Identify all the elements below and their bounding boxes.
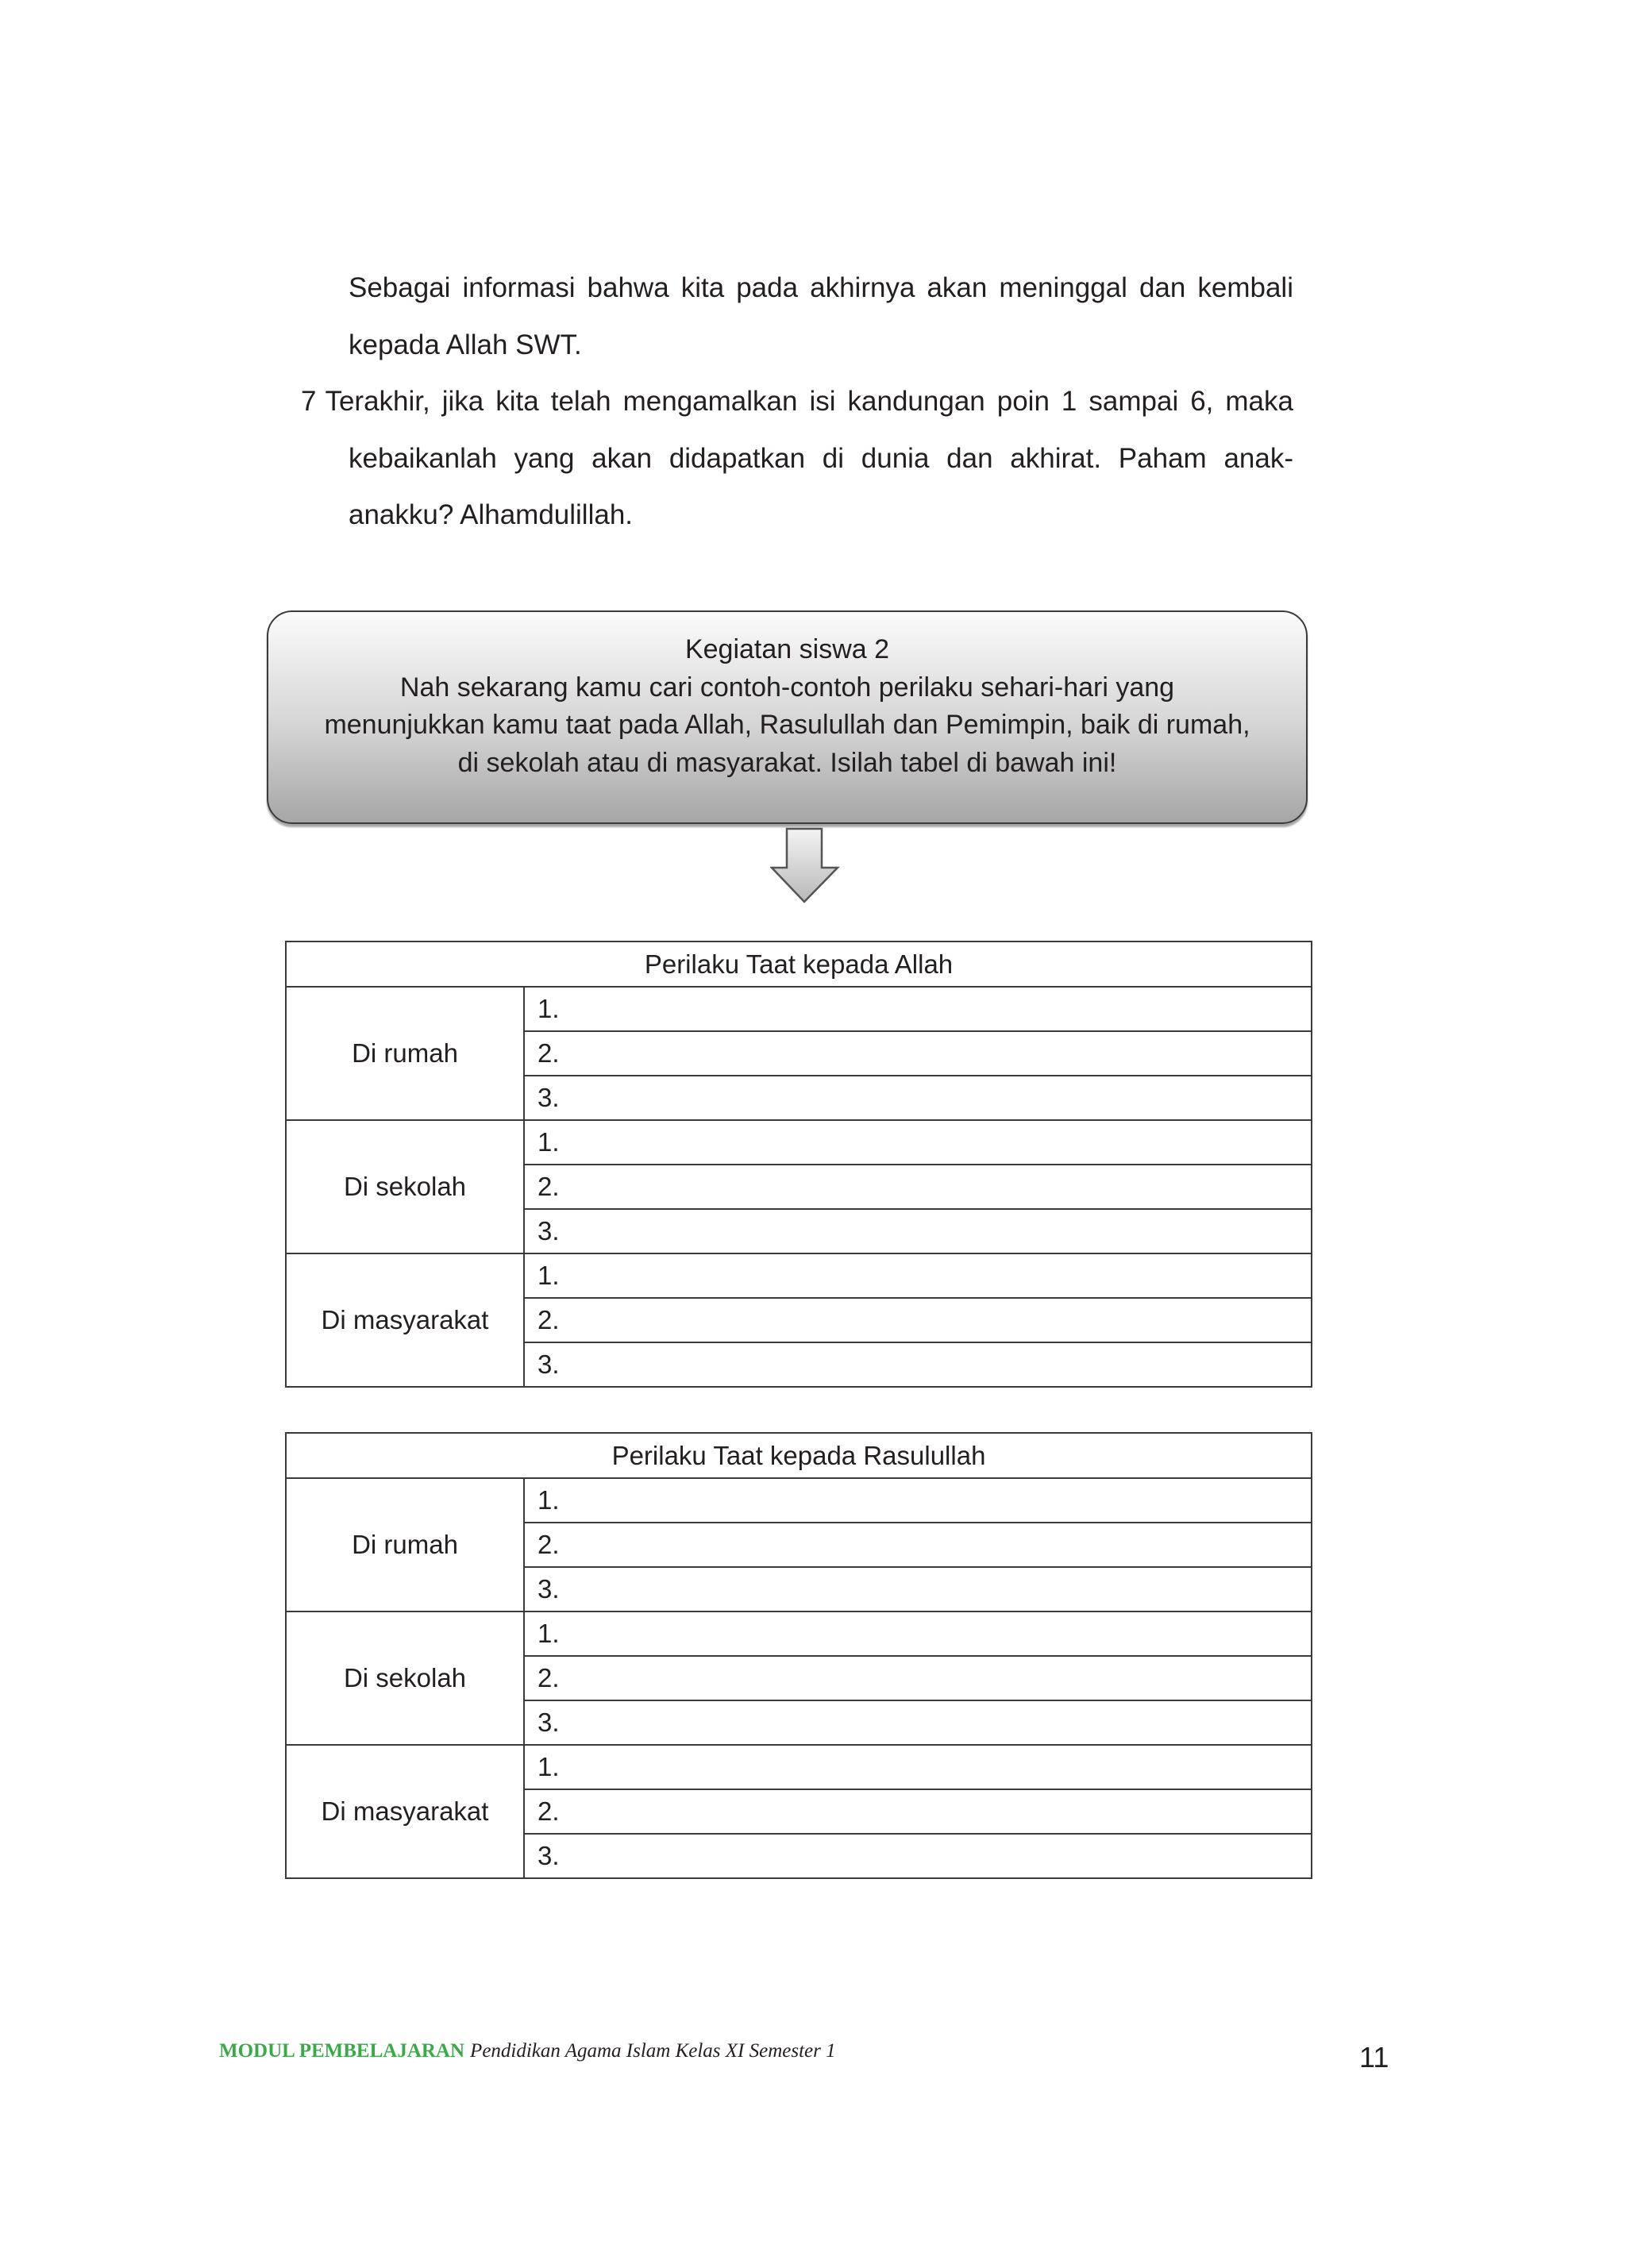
group-label-di-sekolah: Di sekolah [286,1120,524,1253]
page-footer [219,2039,836,2063]
group-label-di-masyarakat: Di masyarakat [286,1745,524,1878]
answer-cell: 1. [524,1745,1312,1789]
page-number: 11 [1359,2041,1389,2074]
table-row [286,1253,1312,1298]
list-item-7-line: kebaikanlah yang akan didapatkan di dunia dan akhirat. Paham anak- [349,442,1293,474]
answer-cell: 2. [524,1165,1312,1209]
table-row [286,1745,1312,1789]
answer-cell: 1. [524,1611,1312,1656]
answer-cell: 3. [524,1700,1312,1745]
list-item-text: Terakhir, jika kita telah mengamalkan isi kandungan poin 1 sampai 6, maka [325,386,1293,417]
module-label: MODUL PEMBELAJARAN [219,2040,465,2062]
table-row [286,1611,1312,1656]
table-title: Perilaku Taat kepada Rasulullah [286,1433,1312,1478]
answer-cell: 2. [524,1031,1312,1076]
answer-cell: 3. [524,1342,1312,1387]
activity-callout-box [267,610,1308,824]
answer-cell: 1. [524,987,1312,1031]
answer-cell: 2. [524,1656,1312,1700]
answer-cell: 2. [524,1523,1312,1567]
answer-cell: 3. [524,1567,1312,1611]
callout-line: menunjukkan kamu taat pada Allah, Rasulullah dan Pemimpin, baik di rumah, [324,710,1250,740]
callout-title: Kegiatan siswa 2 [684,634,890,664]
table-header-row [286,941,1312,987]
answer-cell: 2. [524,1789,1312,1834]
paragraph-line: Sebagai informasi bahwa kita pada akhirnya akan meninggal dan kembali [349,272,1293,303]
group-label-di-sekolah: Di sekolah [286,1611,524,1745]
group-label-di-rumah: Di rumah [286,1478,524,1611]
table-row [286,1478,1312,1523]
answer-cell: 3. [524,1209,1312,1253]
table-row [286,1120,1312,1165]
answer-cell: 2. [524,1298,1312,1342]
list-item-number: 7 [301,386,317,417]
table-header-row [286,1433,1312,1478]
callout-line: Nah sekarang kamu cari contoh-contoh perilaku sehari-hari yang [399,672,1175,703]
group-label-di-masyarakat: Di masyarakat [286,1253,524,1387]
table-taat-kepada-rasulullah [285,1432,1312,1879]
list-item-7-line: anakku? Alhamdulillah. [349,499,634,530]
answer-cell: 1. [524,1253,1312,1298]
table-taat-kepada-allah [285,941,1312,1388]
answer-cell: 3. [524,1076,1312,1120]
answer-cell: 1. [524,1478,1312,1523]
down-arrow-icon [770,827,840,904]
callout-line: di sekolah atau di masyarakat. Isilah tabel di bawah ini! [457,747,1117,778]
module-subject: Pendidikan Agama Islam Kelas XI Semester 1 [470,2040,836,2062]
paragraph-line: kepada Allah SWT. [349,329,582,360]
list-item-7-line [301,373,1293,430]
group-label-di-rumah: Di rumah [286,987,524,1120]
table-row [286,987,1312,1031]
table-title: Perilaku Taat kepada Allah [286,941,1312,987]
answer-cell: 1. [524,1120,1312,1165]
answer-cell: 3. [524,1834,1312,1878]
